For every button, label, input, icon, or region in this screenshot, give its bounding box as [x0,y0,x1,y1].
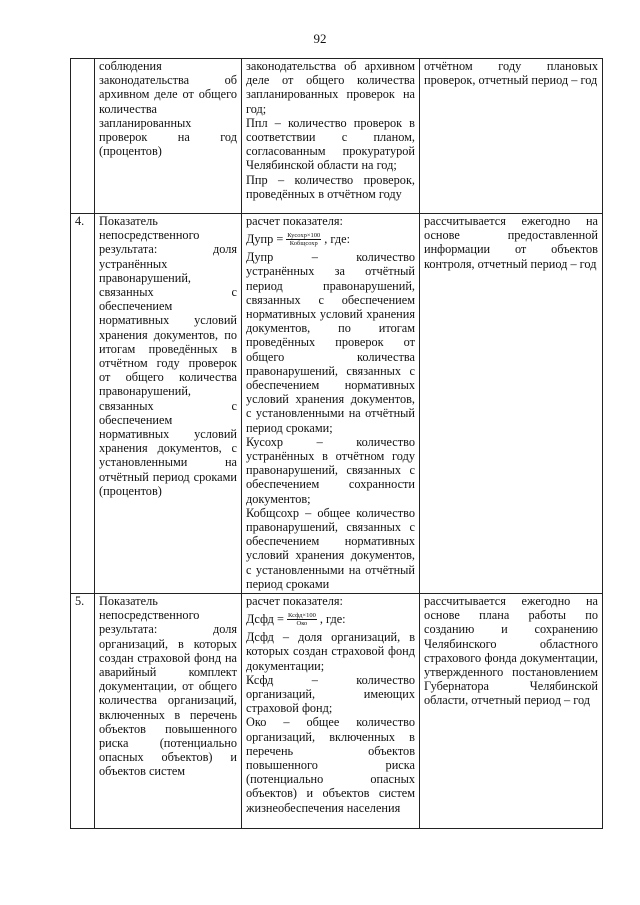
formula-numerator: Ксфд×100 [287,611,316,619]
formula-fraction [286,232,321,247]
method-cell [242,214,420,594]
formula-numerator: Кусохр×100 [287,231,321,239]
formula [246,608,415,630]
method-cell [242,59,420,214]
page-number: 92 [313,31,327,46]
source-cell: рассчитывается ежегодно на основе предоставленной информации от объектов контроля, отчетный период – год [420,214,603,594]
source-cell: рассчитывается ежегодно на основе плана работы по созданию и сохранению Челябинского областного страхового фонда документации, утвержденного постановлением Губернатора Челябинской области, отчетный период – год [420,594,603,829]
formula-intro: расчет показателя: [246,594,343,608]
table-row [71,59,603,214]
formula-intro: расчет показателя: [246,214,343,228]
indicator-cell: соблюдения законодательства об архивном деле от общего количества запланированных проверок на год (процентов) [95,59,242,214]
method-line: Дупр – количество устранённых за отчётный период правонарушений, связанных с обеспечением нормативных условий хранения документов, по итогам проведённых проверок от общего количества правонарушений, связанных с обеспечением нормативных условий хранения документов, с установленными на отчётный период сроками; [246,250,415,435]
indicator-cell: Показатель непосредственного результата: доля организаций, в которых создан страховой фонд на аварийный комплект документации, от общего количества организаций, включенных в перечень объектов повышенного риска (потенциально опасных объектов) и объектов систем [95,594,242,829]
method-line: Дсфд – доля организаций, в которых создан страховой фонд документации; [246,630,415,673]
row-number: 4. [71,214,95,594]
formula-fraction [287,612,317,627]
method-line: Ксфд – количество организаций, имеющих страховой фонд; [246,672,415,716]
method-cell [242,594,420,829]
method-line: Кобщсохр – общее количество правонарушений, связанных с обеспечением нормативных условий хранения документов, с установленными на отчётный период сроками [246,505,415,591]
formula-denominator: Кобщсохр [289,239,318,247]
formula-tail: , где: [319,612,346,627]
row-number [71,59,95,214]
source-cell: отчётном году плановых проверок, отчетный период – год [420,59,603,214]
indicators-table [70,58,603,829]
formula-lhs: Дсфд = [246,612,284,627]
formula-lhs: Дупр = [246,232,284,247]
formula [246,228,415,250]
method-line: Око – общее количество организаций, включенных в перечень объектов повышенного риска (потенциально опасных объектов) и объектов систем жизнеобеспечения населения [246,715,415,815]
table-row [71,594,603,829]
table-row [71,214,603,594]
formula-denominator: Око [296,619,308,627]
method-line: Ппр – количество проверок, проведённых в отчётном году [246,172,415,201]
row-number: 5. [71,594,95,829]
method-line: Кусохр – количество устранённых в отчётном году правонарушений, связанных с обеспечением сохранности документов; [246,434,415,506]
method-line: Ппл – количество проверок в соответствии с планом, согласованным прокуратурой Челябинской области на год; [246,115,415,173]
formula-tail: , где: [324,232,350,247]
indicator-cell: Показатель непосредственного результата: доля устранённых правонарушений, связанных с обеспечением нормативных условий хранения документов, по итогам проведённых в отчётном году проверок от общего количества правонарушений, связанных с обеспечением нормативных условий хранения документов, с установленными на отчётный период сроками (процентов) [95,214,242,594]
method-line: законодательства об архивном деле от общего количества запланированных проверок на год; [246,59,415,116]
